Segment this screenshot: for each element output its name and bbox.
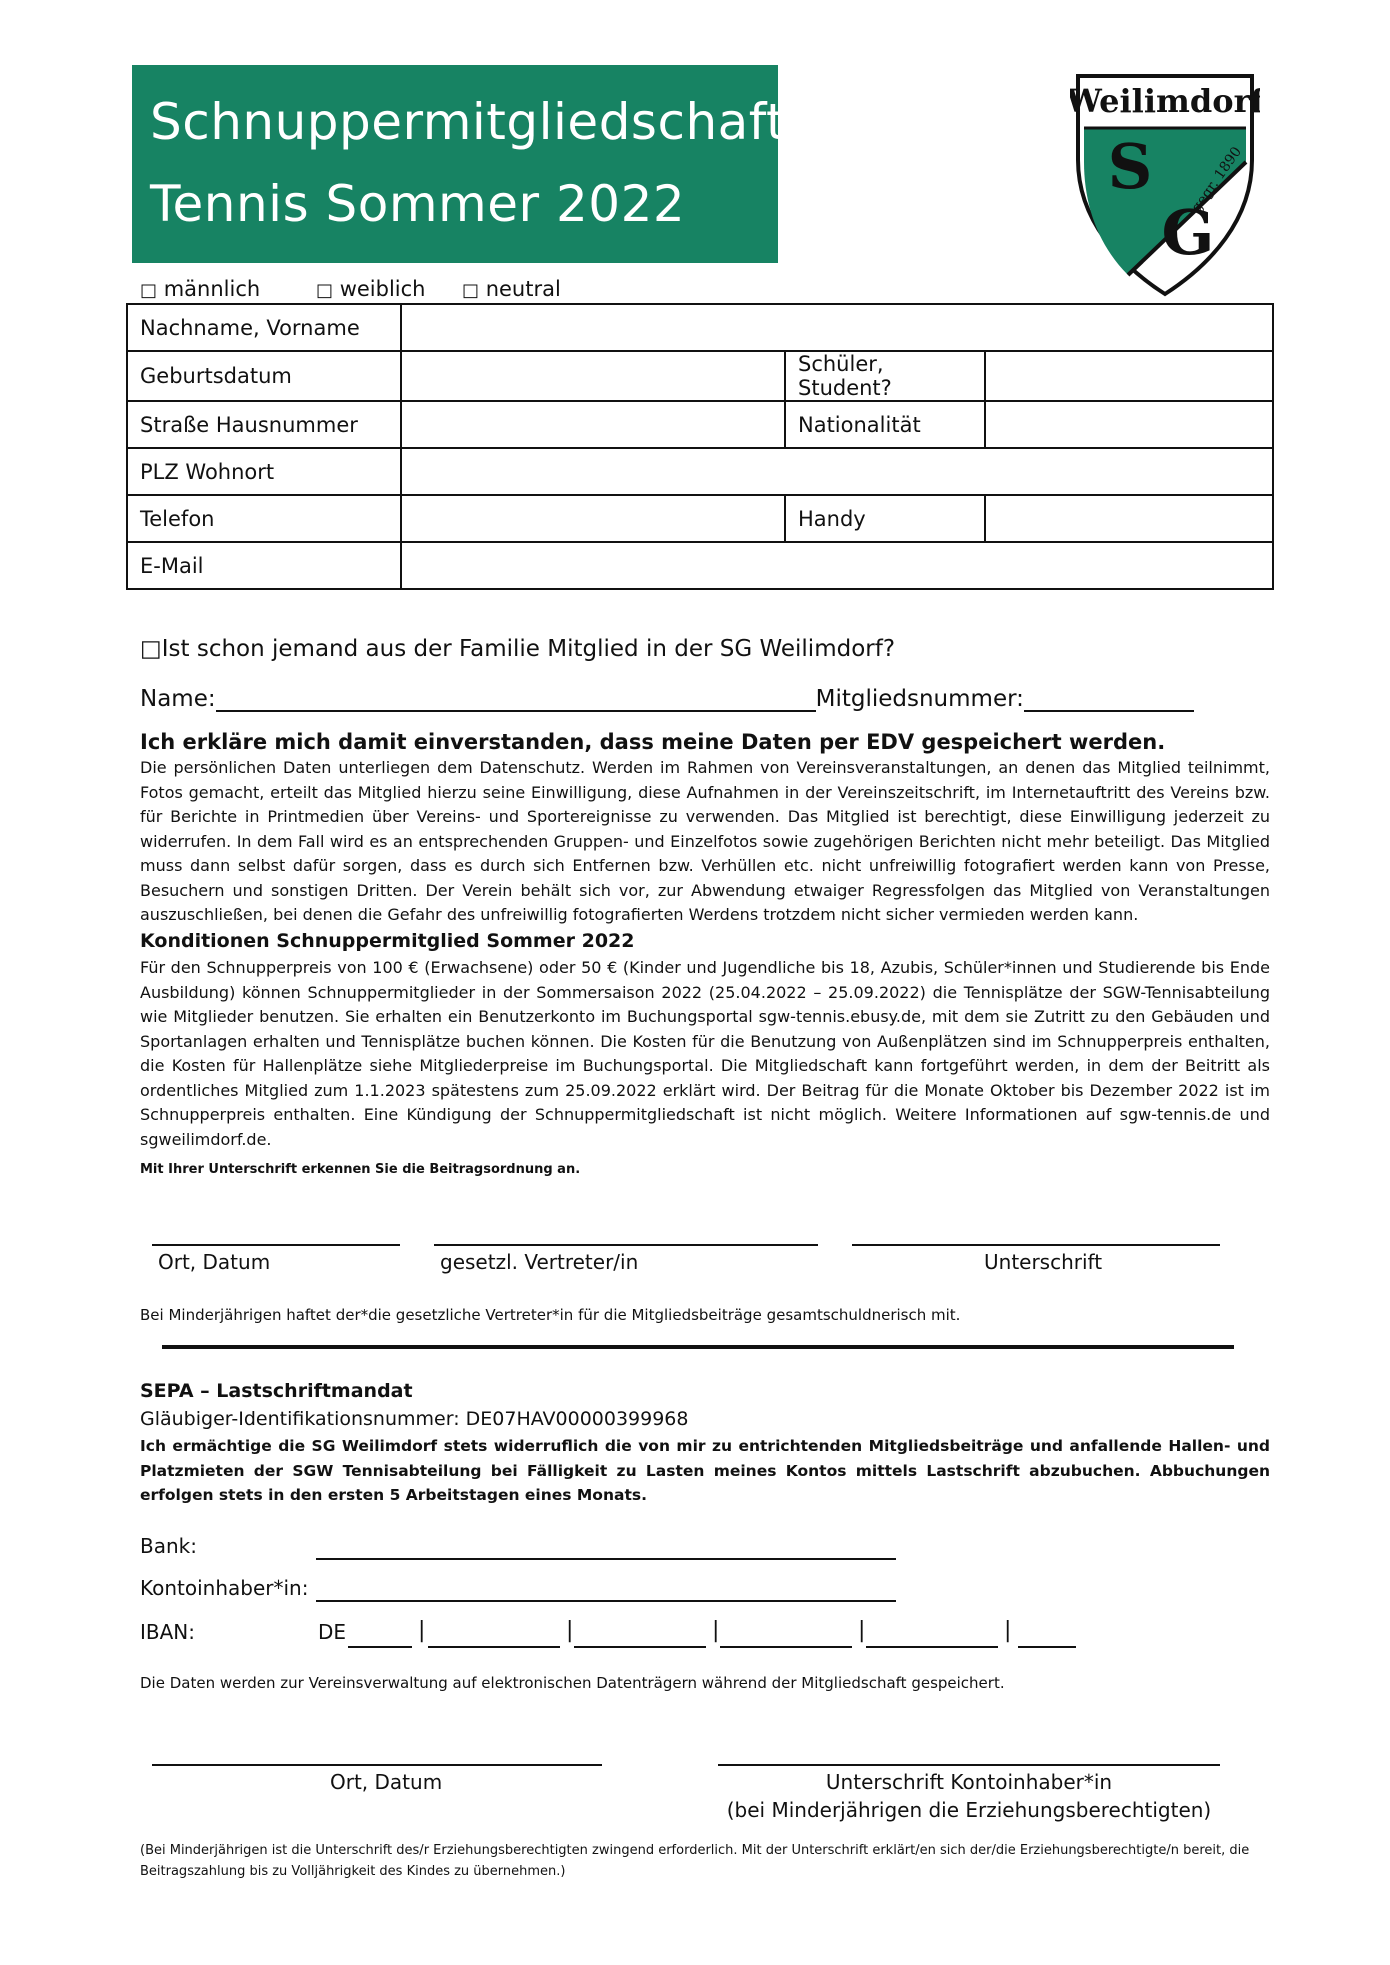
city-field[interactable] — [401, 448, 1273, 495]
creditor-id: Gläubiger-Identifikationsnummer: DE07HAV00000399968 — [140, 1408, 689, 1430]
conditions-text: Für den Schnupperpreis von 100 € (Erwachsene) oder 50 € (Kinder und Jugendliche bis 18, Azubis, Schüler*innen und Studierende bis Ende Ausbildung) können Schnuppermitglieder in der Sommersaison 2022 (25.04.2022 – 25.09.2022) die Tennisplätze der SGW-Tennisabteilung wie Mitglieder benutzen. Sie erhalten ein Benutzerkonto im Buchungsportal sgw-tennis.ebusy.de, mit dem sie Zutritt zu den Gebäuden und Sportanlagen erhalten und Tennisplätze buchen können. Die Kosten für die Benutzung von Außenplätzen sind im Schnupperpreis enthalten, die Kosten für Hallenplätze siehe Mitgliederpreise im Buchungsportal. Die Mitgliedschaft kann fortgeführt werden, in dem der Beitritt als ordentliches Mitglied zum 1.1.2023 spätestens zum 25.09.2022 erklärt wird. Der Beitrag für die Monate Oktober bis Dezember 2022 ist im Schnupperpreis enthalten. Eine Kündigung der Schnuppermitgliedschaft ist nicht möglich. Weitere Informationen auf sgw-tennis.de und sgweilimdorf.de. — [140, 958, 1270, 1149]
holder-signature-label: Unterschrift Kontoinhaber*in — [825, 1770, 1113, 1794]
section-divider — [162, 1345, 1234, 1349]
signature-line[interactable] — [852, 1244, 1220, 1246]
phone-field[interactable] — [401, 495, 785, 542]
club-logo — [1070, 70, 1260, 300]
guardian-label: gesetzl. Vertreter/in — [440, 1250, 639, 1274]
name-field[interactable] — [401, 304, 1273, 351]
iban-separator: | — [566, 1618, 574, 1643]
bank-label: Bank: — [140, 1534, 197, 1558]
logo-initial-s: S — [1107, 130, 1153, 203]
iban-segment[interactable] — [720, 1646, 852, 1648]
sepa-mandate-text: Ich ermächtige die SG Weilimdorf stets widerruflich die von mir zu entrichtenden Mitgliedsbeiträge und anfallende Hallen- und Platzmieten der SGW Tennisabteilung bei Fälligkeit zu Lasten meines Kontos mittels Lastschrift abzubuchen. Abbuchungen erfolgen stets in den ersten 5 Arbeitstagen eines Monats. — [140, 1437, 1270, 1504]
iban-segment[interactable] — [348, 1646, 412, 1648]
iban-segment[interactable] — [428, 1646, 560, 1648]
title-box — [132, 65, 787, 263]
personal-data-table — [126, 303, 1274, 590]
label-street: Straße Hausnummer — [127, 401, 401, 448]
iban-segment[interactable] — [1018, 1646, 1076, 1648]
logo-founded: gegr. 1890 — [1188, 144, 1246, 216]
gender-option-male[interactable]: □ männlich — [140, 277, 261, 301]
conditions-heading: Konditionen Schnuppermitglied Sommer 2022 — [140, 930, 635, 952]
logo-club-name: Weilimdorf — [1070, 82, 1260, 120]
holder-signature-note: (bei Minderjährigen die Erziehungsberechtigten) — [726, 1798, 1212, 1822]
family-member-row — [140, 686, 1194, 712]
member-number-label: Mitgliedsnummer: — [815, 686, 1024, 712]
iban-label: IBAN: — [140, 1620, 195, 1644]
family-name-line[interactable] — [216, 710, 816, 712]
checkbox-icon[interactable]: □ — [140, 280, 158, 301]
page-title-line2: Tennis Sommer 2022 — [150, 175, 686, 233]
holder-signature-line[interactable] — [718, 1764, 1220, 1766]
account-holder-label: Kontoinhaber*in: — [140, 1576, 309, 1600]
nationality-field[interactable] — [985, 401, 1273, 448]
checkbox-icon[interactable]: □ — [140, 636, 162, 662]
iban-separator: | — [858, 1618, 866, 1643]
checkbox-icon[interactable]: □ — [462, 280, 480, 301]
logo-initial-g: G — [1161, 196, 1215, 269]
place-date-line[interactable] — [152, 1244, 400, 1246]
storage-note: Die Daten werden zur Vereinsverwaltung auf elektronischen Datenträgern während der Mitgliedschaft gespeichert. — [140, 1674, 1005, 1692]
iban-segment[interactable] — [574, 1646, 706, 1648]
page-title-line1: Schnuppermitgliedschaft — [150, 93, 787, 151]
iban-separator: | — [418, 1618, 426, 1643]
place-date-label: Ort, Datum — [158, 1250, 271, 1274]
account-holder-line[interactable] — [316, 1600, 896, 1602]
minor-liability-note: Bei Minderjährigen haftet der*die gesetzliche Vertreter*in für die Mitgliedsbeiträge gesamtschuldnerisch mit. — [140, 1306, 961, 1324]
checkbox-icon[interactable]: □ — [316, 280, 334, 301]
iban-prefix: DE — [318, 1620, 347, 1644]
label-mobile: Handy — [785, 495, 985, 542]
sepa-heading: SEPA – Lastschriftmandat — [140, 1380, 413, 1402]
birthdate-field[interactable] — [401, 351, 785, 401]
consent-heading: Ich erkläre mich damit einverstanden, dass meine Daten per EDV gespeichert werden. — [140, 730, 1166, 754]
signature-label: Unterschrift — [984, 1250, 1103, 1274]
family-question[interactable]: □Ist schon jemand aus der Familie Mitglied in der SG Weilimdorf? — [140, 636, 896, 662]
iban-separator: | — [1004, 1618, 1012, 1643]
consent-text: Die persönlichen Daten unterliegen dem Datenschutz. Werden im Rahmen von Vereinsveranstaltungen, an denen das Mitglied teilnimmt, Fotos gemacht, erteilt das Mitglied hierzu seine Einwilligung, diese Aufnahmen in der Vereinszeitschrift, im Internetauftritt des Vereins bzw. für Berichte in Printmedien über Vereins- und Sportereignisse zu verwenden. Das Mitglied ist berechtigt, diese Einwilligung jederzeit zu widerrufen. In dem Fall wird es an entsprechenden Gruppen- und Einzelfotos sowie zugehörigen Berichten nicht mehr beteiligt. Das Mitglied muss dann selbst dafür sorgen, dass es durch sich Entfernen bzw. Verhüllen etc. nicht unfreiwillig fotografiert werden kann von Presse, Besuchern und sonstigen Dritten. Der Verein behält sich vor, zur Abwendung etwaiger Regressfolgen das Mitglied von Veranstaltungen auszuschließen, bei denen die Gefahr des unfreiwillig fotografierten Werdens trotzdem nicht sicher vermieden werden kann. — [140, 758, 1270, 924]
family-name-label: Name: — [140, 686, 216, 712]
label-student: Schüler, Student? — [785, 351, 985, 401]
mobile-field[interactable] — [985, 495, 1273, 542]
iban-separator: | — [712, 1618, 720, 1643]
label-nationality: Nationalität — [785, 401, 985, 448]
student-field[interactable] — [985, 351, 1273, 401]
guardian-line[interactable] — [434, 1244, 818, 1246]
gender-option-neutral[interactable]: □ neutral — [462, 277, 561, 301]
iban-segment[interactable] — [866, 1646, 998, 1648]
place-date-label-2: Ort, Datum — [330, 1770, 443, 1794]
member-number-line[interactable] — [1024, 710, 1194, 712]
label-name: Nachname, Vorname — [127, 304, 401, 351]
place-date-line-2[interactable] — [152, 1764, 602, 1766]
label-email: E-Mail — [127, 542, 401, 589]
label-birthdate: Geburtsdatum — [127, 351, 401, 401]
gender-option-female[interactable]: □ weiblich — [316, 277, 426, 301]
footnote: (Bei Minderjährigen ist die Unterschrift des/r Erziehungsberechtigten zwingend erforderlich. Mit der Unterschrift erklärt/en sich der/die Erziehungsberechtigte/n bereit, die Beitragszahlung bis zu Volljährigkeit des Kindes zu übernehmen.) — [140, 1843, 1250, 1879]
email-field[interactable] — [401, 542, 1273, 589]
street-field[interactable] — [401, 401, 785, 448]
fee-notice: Mit Ihrer Unterschrift erkennen Sie die Beitragsordnung an. — [140, 1162, 581, 1177]
label-city: PLZ Wohnort — [127, 448, 401, 495]
label-phone: Telefon — [127, 495, 401, 542]
bank-line[interactable] — [316, 1558, 896, 1560]
